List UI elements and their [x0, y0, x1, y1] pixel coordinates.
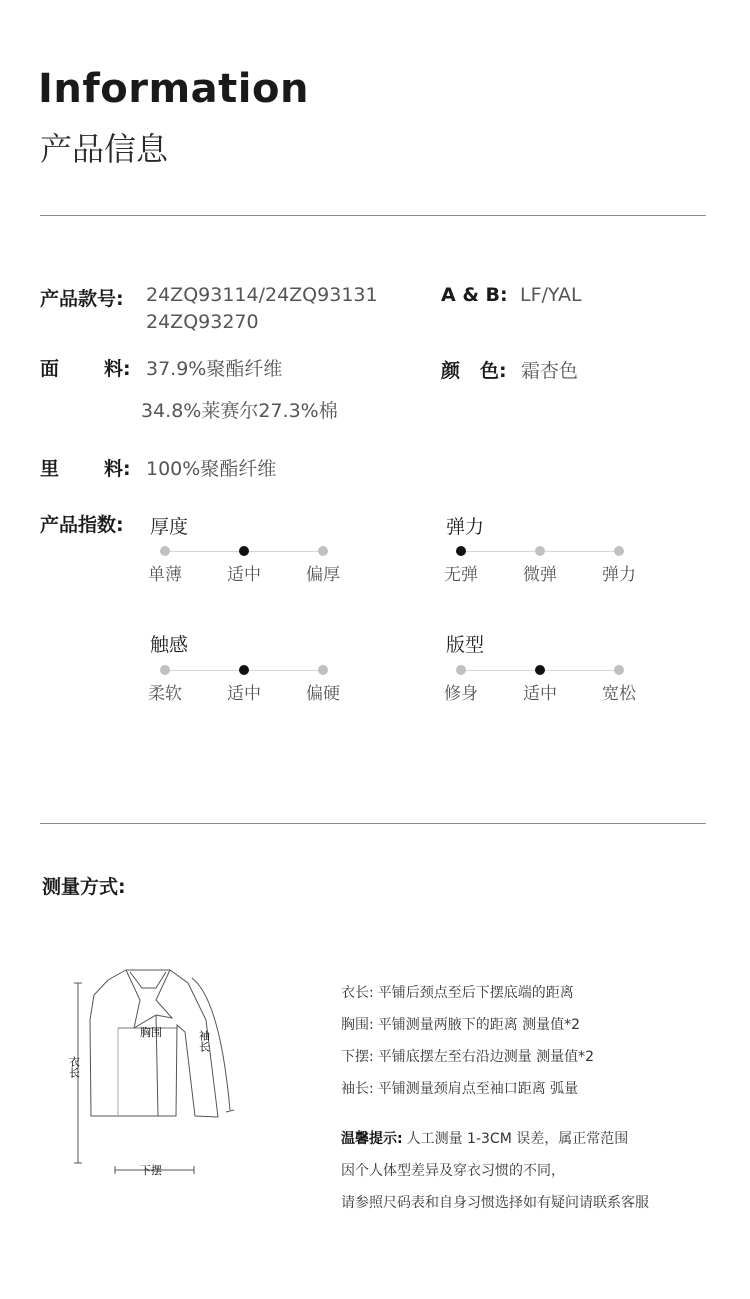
figure-length-label: 衣长	[67, 1056, 81, 1078]
index-touch-scale	[150, 665, 350, 721]
color-label-a: 颜	[441, 360, 461, 382]
scale-dot	[160, 546, 170, 556]
scale-dot-selected	[456, 546, 466, 556]
scale-option-label: 修身	[444, 684, 478, 704]
measure-desc-hem: 平铺底摆左至右沿边测量 测量值*2	[377, 1049, 595, 1065]
measure-heading: 测量方式:	[42, 876, 126, 898]
measure-term-sleeve: 袖长:	[341, 1081, 374, 1097]
ab-label: A & B:	[441, 284, 508, 306]
measure-tip-text-1: 人工测量 1-3CM 误差，属正常范围	[406, 1131, 629, 1147]
scale-option-label: 适中	[523, 684, 557, 704]
scale-option-label: 适中	[227, 565, 261, 585]
fabric-value-1: 37.9%聚酯纤维	[146, 358, 283, 380]
scale-option-label: 弹力	[602, 565, 636, 585]
coat-diagram	[60, 960, 250, 1182]
scale-option-label: 偏硬	[306, 684, 340, 704]
scale-dot	[614, 665, 624, 675]
color-value: 霜杏色	[521, 360, 579, 382]
scale-option-label: 微弹	[523, 565, 557, 585]
measure-tip-1	[341, 1128, 628, 1148]
scale-dot-selected	[535, 665, 545, 675]
ab-value: LF/YAL	[520, 284, 582, 306]
fabric-label-b: 料:	[104, 358, 131, 380]
fabric-label-a: 面	[40, 358, 60, 380]
page-title-cn: 产品信息	[40, 130, 169, 168]
scale-option-label: 适中	[227, 684, 261, 704]
scale-option-label: 宽松	[602, 684, 636, 704]
index-elasticity-scale	[446, 546, 646, 602]
scale-dot-selected	[239, 546, 249, 556]
index-thickness-name: 厚度	[150, 516, 189, 538]
measure-tip-label: 温馨提示:	[341, 1131, 403, 1147]
index-touch-name: 触感	[150, 634, 189, 656]
figure-sleeve-label: 袖长	[197, 1030, 211, 1052]
model-label: 产品款号:	[40, 288, 124, 310]
scale-dot	[318, 665, 328, 675]
measure-tip-3: 请参照尺码表和自身习惯选择如有疑问请联系客服	[341, 1195, 649, 1211]
model-value-2: 24ZQ93270	[146, 311, 259, 333]
measure-line-length	[341, 982, 574, 1002]
index-elasticity-name: 弹力	[446, 516, 485, 538]
measure-desc-sleeve: 平铺测量颈肩点至袖口距离 弧量	[377, 1081, 579, 1097]
scale-dot	[456, 665, 466, 675]
divider-middle	[40, 823, 706, 824]
index-fit-scale	[446, 665, 646, 721]
lining-label-a: 里	[40, 458, 60, 480]
lining-label-b: 料:	[104, 458, 131, 480]
measure-term-hem: 下摆:	[341, 1049, 374, 1065]
scale-dot	[614, 546, 624, 556]
index-thickness-scale	[150, 546, 350, 602]
divider-top	[40, 215, 706, 216]
scale-option-label: 柔软	[148, 684, 182, 704]
measure-line-hem	[341, 1046, 594, 1066]
measure-tip-2: 因个人体型差异及穿衣习惯的不同，	[341, 1163, 565, 1179]
scale-dot	[318, 546, 328, 556]
measure-desc-chest: 平铺测量两腋下的距离 测量值*2	[377, 1017, 581, 1033]
scale-dot	[535, 546, 545, 556]
index-fit-name: 版型	[446, 634, 485, 656]
measure-term-length: 衣长:	[341, 985, 374, 1001]
measure-line-sleeve	[341, 1078, 578, 1098]
measure-term-chest: 胸围:	[341, 1017, 374, 1033]
figure-hem-label: 下摆	[140, 1164, 162, 1177]
model-value-1: 24ZQ93114/24ZQ93131	[146, 284, 378, 306]
lining-value: 100%聚酯纤维	[146, 458, 277, 480]
scale-dot-selected	[239, 665, 249, 675]
scale-option-label: 单薄	[148, 565, 182, 585]
fabric-value-2: 34.8%莱赛尔27.3%棉	[141, 400, 338, 422]
index-label: 产品指数:	[40, 514, 124, 536]
scale-dot	[160, 665, 170, 675]
scale-option-label: 无弹	[444, 565, 478, 585]
measure-desc-length: 平铺后颈点至后下摆底端的距离	[377, 985, 574, 1001]
scale-option-label: 偏厚	[306, 565, 340, 585]
color-label-b: 色:	[480, 360, 507, 382]
measure-line-chest	[341, 1014, 580, 1034]
figure-chest-label: 胸围	[140, 1026, 162, 1039]
page-title-en: Information	[38, 66, 309, 112]
